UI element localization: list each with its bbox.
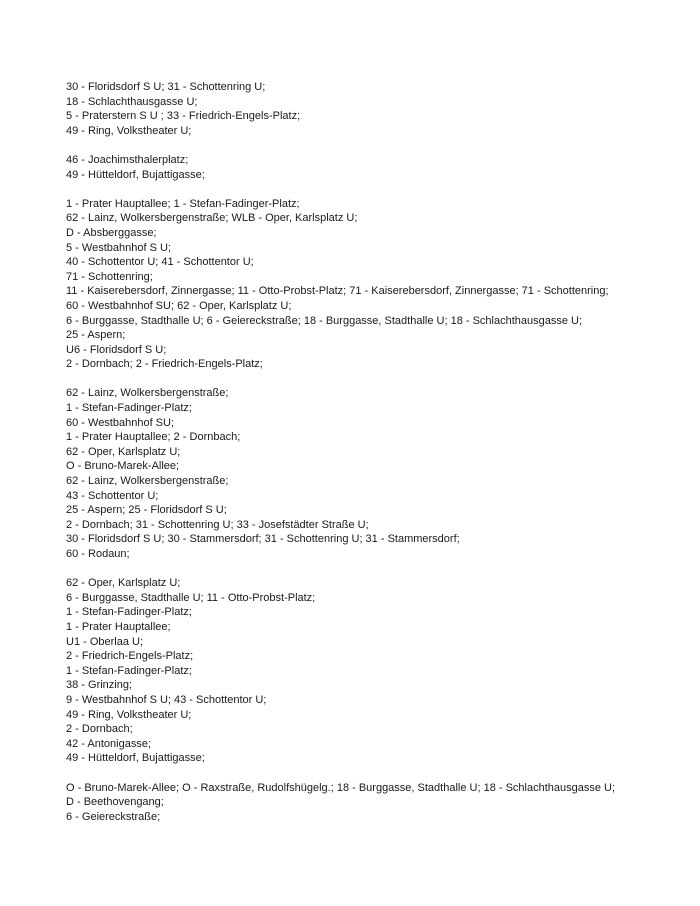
text-line: 2 - Dornbach; 2 - Friedrich-Engels-Platz; [66, 358, 263, 371]
text-line: 1 - Stefan-Fadinger-Platz; [66, 664, 192, 677]
text-line: 30 - Floridsdorf S U; 30 - Stammersdorf; 31 - Schottenring U; 31 - Stammersdorf; [66, 533, 460, 546]
text-line: 5 - Westbahnhof S U; [66, 241, 171, 254]
text-line: 60 - Westbahnhof SU; 62 - Oper, Karlsplatz U; [66, 299, 292, 312]
text-line: 25 - Aspern; [66, 329, 126, 342]
text-line: 2 - Dornbach; [66, 723, 133, 736]
text-line: 62 - Oper, Karlsplatz U; [66, 445, 181, 458]
text-line: 1 - Stefan-Fadinger-Platz; [66, 402, 192, 415]
text-line: 25 - Aspern; 25 - Floridsdorf S U; [66, 504, 227, 517]
text-block [66, 781, 686, 825]
text-line: U6 - Floridsdorf S U; [66, 343, 167, 356]
text-line: 6 - Burggasse, Stadthalle U; 6 - Geiereckstraße; 18 - Burggasse, Stadthalle U; 18 - Schlachthausgasse U; [66, 314, 583, 327]
text-line: 40 - Schottentor U; 41 - Schottentor U; [66, 256, 254, 269]
text-line: 30 - Floridsdorf S U; 31 - Schottenring U; [66, 81, 266, 93]
text-line: 1 - Prater Hauptallee; [66, 620, 171, 633]
text-line: 49 - Hütteldorf, Bujattigasse; [66, 168, 205, 181]
text-line: 62 - Oper, Karlsplatz U; [66, 577, 181, 590]
text-line: 11 - Kaiserebersdorf, Zinnergasse; 11 - Otto-Probst-Platz; 71 - Kaiserebersdorf, Zinnergasse; 71 - Schottenring; [66, 285, 609, 298]
text-line: 1 - Prater Hauptallee; 2 - Dornbach; [66, 431, 241, 444]
text-line: 1 - Prater Hauptallee; 1 - Stefan-Fadinger-Platz; [66, 197, 300, 210]
text-line: 38 - Grinzing; [66, 679, 133, 692]
text-line: 62 - Lainz, Wolkersbergenstraße; WLB - Oper, Karlsplatz U; [66, 212, 358, 225]
text-line: 6 - Burggasse, Stadthalle U; 11 - Otto-Probst-Platz; [66, 591, 316, 604]
text-line: 5 - Praterstern S U ; 33 - Friedrich-Engels-Platz; [66, 110, 301, 123]
text-line: 49 - Hütteldorf, Bujattigasse; [66, 752, 205, 765]
text-block [66, 80, 686, 138]
text-line: 18 - Schlachthausgasse U; [66, 95, 198, 108]
text-line: D - Absberggasse; [66, 226, 157, 239]
text-line: 62 - Lainz, Wolkersbergenstraße; [66, 387, 229, 400]
text-block [66, 576, 686, 766]
text-line: 42 - Antonigasse; [66, 737, 152, 750]
document-page [66, 80, 686, 839]
text-line: 6 - Geiereckstraße; [66, 810, 161, 823]
text-line: O - Bruno-Marek-Allee; O - Raxstraße, Rudolfshügelg.; 18 - Burggasse, Stadthalle U; 18 - Schlachthausgasse U; [66, 781, 616, 794]
text-line: 43 - Schottentor U; [66, 489, 159, 502]
text-line: 49 - Ring, Volkstheater U; [66, 708, 192, 721]
text-line: 49 - Ring, Volkstheater U; [66, 124, 192, 137]
text-block [66, 197, 686, 372]
text-line: 9 - Westbahnhof S U; 43 - Schottentor U; [66, 693, 267, 706]
text-block [66, 386, 686, 561]
text-block [66, 153, 686, 182]
text-line: D - Beethovengang; [66, 796, 164, 809]
text-line: 2 - Friedrich-Engels-Platz; [66, 650, 194, 663]
text-line: 60 - Westbahnhof SU; [66, 416, 175, 429]
text-line: 60 - Rodaun; [66, 548, 130, 560]
text-line: O - Bruno-Marek-Allee; [66, 460, 180, 473]
text-line: 2 - Dornbach; 31 - Schottenring U; 33 - Josefstädter Straße U; [66, 518, 369, 531]
text-line: 71 - Schottenring; [66, 270, 153, 283]
text-line: 46 - Joachimsthalerplatz; [66, 153, 189, 166]
text-line: 1 - Stefan-Fadinger-Platz; [66, 606, 192, 619]
text-line: U1 - Oberlaa U; [66, 635, 144, 648]
text-line: 62 - Lainz, Wolkersbergenstraße; [66, 475, 229, 488]
